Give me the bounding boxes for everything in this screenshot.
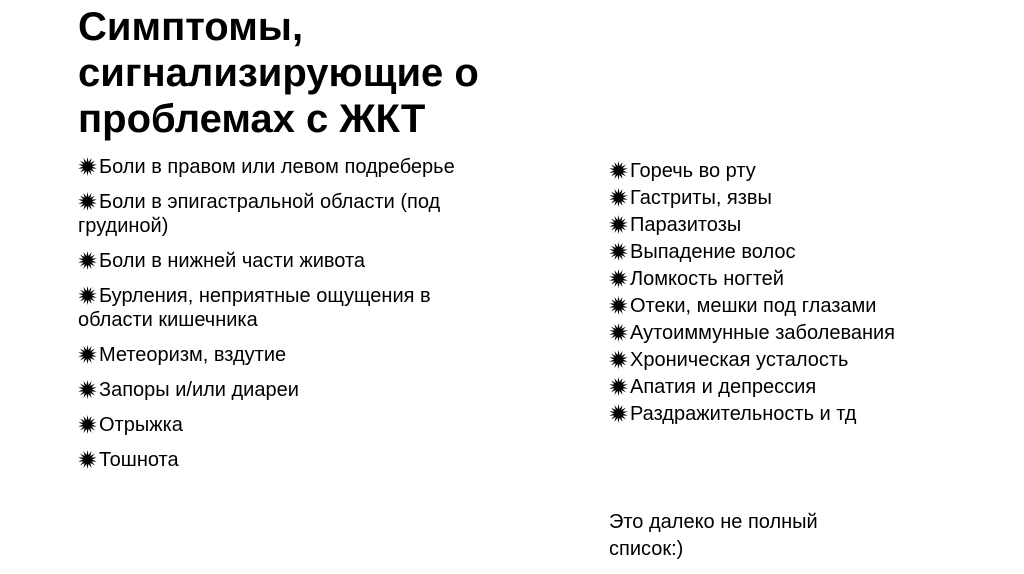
list-item-text: Боли в нижней части живота [99, 250, 366, 272]
list-item-text: Бурления, неприятные ощущения в области кишечника [78, 285, 431, 331]
list-item [609, 293, 939, 320]
burst-bullet-icon [609, 323, 628, 342]
right-symptom-list [609, 158, 939, 428]
list-item-text: Апатия и депрессия [630, 376, 817, 398]
list-item [609, 158, 939, 185]
list-item-text: Ломкость ногтей [630, 268, 784, 290]
left-symptom-list [78, 155, 508, 483]
burst-bullet-icon [609, 188, 628, 207]
list-item [609, 212, 939, 239]
list-item-text: Горечь во рту [630, 160, 756, 182]
list-item [78, 249, 508, 273]
list-item [78, 343, 508, 367]
list-item [609, 347, 939, 374]
title-line-2: сигнализирующие о [78, 51, 479, 95]
burst-bullet-icon [78, 380, 97, 399]
list-item-text: Боли в эпигастральной области (под грудиной) [78, 191, 441, 237]
list-item [78, 448, 508, 472]
burst-bullet-icon [609, 377, 628, 396]
burst-bullet-icon [78, 192, 97, 211]
list-item [78, 413, 508, 437]
list-item [609, 185, 939, 212]
burst-bullet-icon [609, 215, 628, 234]
list-item-text: Аутоиммунные заболевания [630, 322, 896, 344]
burst-bullet-icon [78, 415, 97, 434]
burst-bullet-icon [78, 157, 97, 176]
burst-bullet-icon [609, 296, 628, 315]
list-item [609, 374, 939, 401]
burst-bullet-icon [609, 404, 628, 423]
burst-bullet-icon [78, 345, 97, 364]
list-item [609, 401, 939, 428]
burst-bullet-icon [609, 269, 628, 288]
list-item [78, 378, 508, 402]
list-item-text: Отеки, мешки под глазами [630, 295, 877, 317]
list-item-text: Паразитозы [630, 214, 742, 236]
burst-bullet-icon [609, 242, 628, 261]
list-item-text: Запоры и/или диареи [99, 379, 299, 401]
burst-bullet-icon [609, 161, 628, 180]
burst-bullet-icon [78, 450, 97, 469]
burst-bullet-icon [609, 350, 628, 369]
list-item-text: Выпадение волос [630, 241, 796, 263]
burst-bullet-icon [78, 286, 97, 305]
list-item-text: Гастриты, язвы [630, 187, 772, 209]
burst-bullet-icon [78, 251, 97, 270]
list-item-text: Отрыжка [99, 414, 183, 436]
list-item-text: Раздражительность и тд [630, 403, 857, 425]
list-item [78, 155, 508, 179]
list-item [78, 284, 508, 332]
list-item-text: Метеоризм, вздутие [99, 344, 287, 366]
slide-title [78, 4, 598, 142]
list-item [78, 190, 508, 238]
list-item [609, 239, 939, 266]
list-item [609, 266, 939, 293]
note-line-1: Это далеко не полный [609, 511, 818, 533]
title-line-1: Симптомы, [78, 5, 304, 49]
note-line-2: список:) [609, 538, 684, 560]
list-item-text: Тошнота [99, 449, 179, 471]
list-item-text: Боли в правом или левом подреберье [99, 156, 455, 178]
title-line-3: проблемах с ЖКТ [78, 97, 426, 141]
list-item [609, 320, 939, 347]
list-item-text: Хроническая усталость [630, 349, 849, 371]
closing-note [609, 509, 909, 563]
